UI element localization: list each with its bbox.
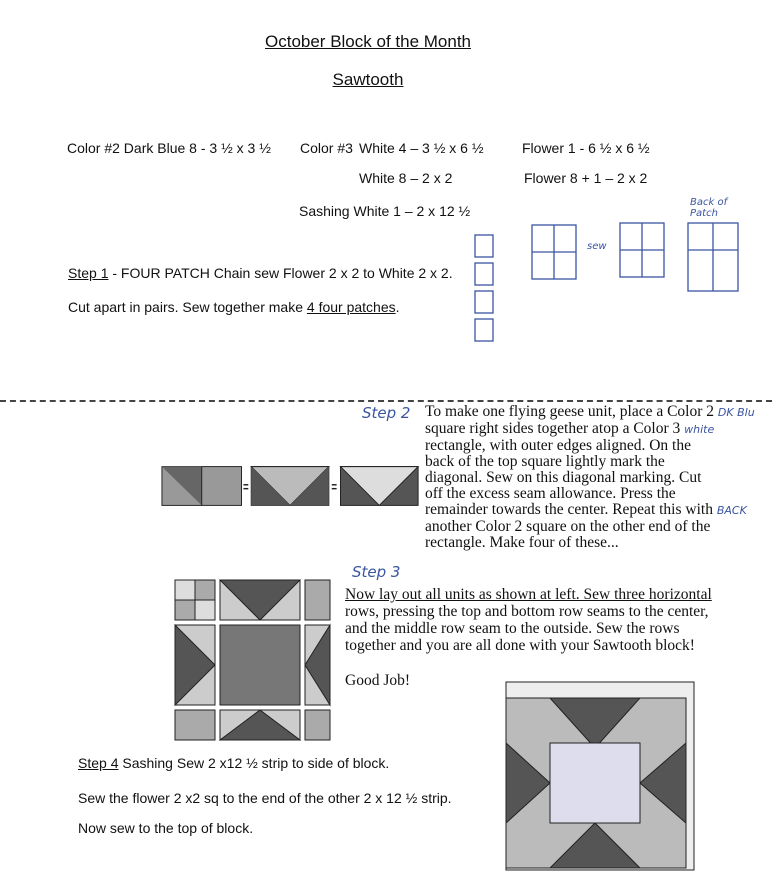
cut-white-b: White 8 – 2 x 2 [359,170,453,186]
cut-color2: Color #2 Dark Blue 8 - 3 ½ x 3 ½ [67,140,271,156]
step2-label: Step 2 [362,404,411,422]
step3-line: Now lay out all units as shown at left. Sew three horizontal [345,586,712,603]
step1-label: Step 1 [68,265,109,281]
step2-line: another Color 2 square on the other end of the [425,518,711,535]
cut-white-a: White 4 – 3 ½ x 6 ½ [359,140,484,156]
step3-line: and the middle row seam to the outside. Sew the rows [345,620,680,637]
step1-instr: - FOUR PATCH Chain sew Flower 2 x 2 to White 2 x 2. [108,265,453,281]
step2-line-text: remainder towards the center. Repeat this with [425,501,713,518]
step2-text [425,404,770,551]
step2-line-text: To make one flying geese unit, place a Color 2 [425,403,715,420]
note-back: BACK [716,504,747,517]
step1-post: . [395,299,400,315]
note-dk-blue: DK Blu [717,406,755,419]
step1-line2 [68,299,400,315]
step2-line: diagonal. Sew on this diagonal marking. Cut [425,469,702,486]
step3-label: Step 3 [352,563,401,581]
step2-line: rectangle, with outer edges aligned. On the [425,437,691,454]
flying-geese-diagram [160,462,422,510]
step2-line: back of the top square lightly mark the [425,453,665,470]
good-job: Good Job! [345,672,411,689]
step1-pre: Cut apart in pairs. Sew together make [68,299,307,315]
finished-block-sketch [500,678,700,873]
page-title: October Block of the Month [265,32,471,51]
step4-text [78,755,389,771]
cut-sashing: Sashing White 1 – 2 x 12 ½ [299,203,471,219]
step2-line: rectangle. Make four of these... [425,534,619,551]
step1-count: 4 four patches [306,299,396,315]
cut-color3-label: Color #3 [300,140,353,156]
divider [0,400,772,402]
sew-note: sew [587,241,607,252]
step2-line [425,404,770,421]
step2-line-text: square right sides together atop a Color 3 [425,420,681,437]
cut-flower-a: Flower 1 - 6 ½ x 6 ½ [522,140,650,156]
step2-line [425,421,770,438]
block-name: Sawtooth [332,70,404,89]
step2-line [425,502,770,519]
step4-label: Step 4 [78,755,119,771]
step1-text [68,265,453,281]
four-patch-sketch [470,195,770,365]
step3-text [345,586,712,654]
back-of-patch-note: Back of Patch [690,197,728,219]
cut-flower-b: Flower 8 + 1 – 2 x 2 [524,170,648,186]
step4-line3: Now sew to the top of block. [78,820,254,836]
step3-line: rows, pressing the top and bottom row seams to the center, [345,603,709,620]
step4-line2: Sew the flower 2 x2 sq to the end of the other 2 x 12 ½ strip. [78,790,452,806]
step4-instr: Sashing Sew 2 x12 ½ strip to side of block. [118,755,390,771]
note-white: white [684,423,715,436]
block-layout-diagram [160,570,345,750]
step3-line: together and you are all done with your Sawtooth block! [345,637,695,654]
step2-line: off the excess seam allowance. Press the [425,485,676,502]
